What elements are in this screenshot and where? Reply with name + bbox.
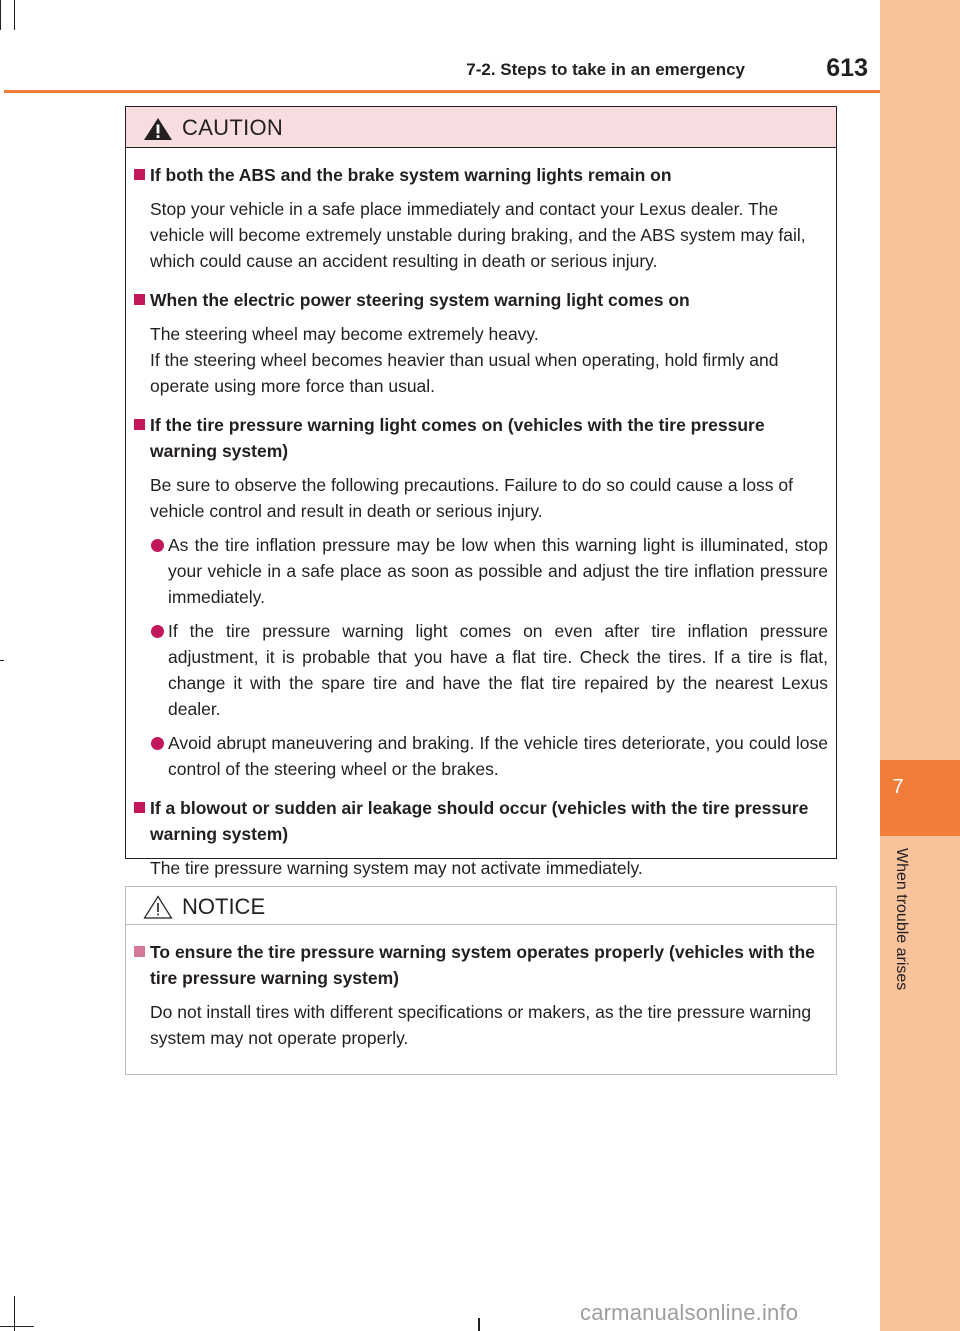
page-number: 613 (826, 54, 868, 82)
caution-item-body: Be sure to observe the following precautions. Failure to do so could cause a loss of vehicle control and result in death or serious injury. (150, 475, 794, 521)
caution-header (126, 107, 836, 148)
caution-item (134, 287, 828, 399)
square-bullet-icon (134, 294, 145, 305)
crop-mark (0, 660, 4, 661)
caution-item (134, 795, 828, 881)
square-bullet-icon (134, 802, 145, 813)
section-title: 7-2. Steps to take in an emergency (466, 60, 745, 79)
square-bullet-icon (134, 419, 145, 430)
notice-item-body: Do not install tires with different specifications or makers, as the tire pressure warning system may not operate properly. (150, 1002, 812, 1048)
caution-item-body: Stop your vehicle in a safe place immediately and contact your Lexus dealer. The vehicle will become extremely unstable during braking, and the ABS system may fail, which could cause an accident resulting in death or serious injury. (150, 199, 806, 271)
bullet-list (134, 532, 828, 782)
crop-mark (478, 1318, 480, 1331)
bullet-item: As the tire inflation pressure may be low when this warning light is illuminated, stop your vehicle in a safe place as soon as possible and adjust the tire inflation pressure immediately. (150, 532, 828, 610)
bullet-item: Avoid abrupt maneuvering and braking. If the vehicle tires deteriorate, you could lose control of the steering wheel or the brakes. (150, 730, 828, 782)
bullet-item: If the tire pressure warning light comes on even after tire inflation pressure adjustment, it is probable that you have a flat tire. Check the tires. If a tire is flat, change it with the spare tire and have the flat tire repaired by the nearest Lexus dealer. (150, 618, 828, 722)
crop-mark (14, 1296, 15, 1331)
caution-box (125, 106, 837, 878)
notice-item (134, 939, 828, 1051)
caution-item (134, 162, 828, 274)
square-bullet-icon (134, 169, 145, 180)
chapter-title: When trouble arises (893, 848, 910, 991)
notice-item-title: To ensure the tire pressure warning system operates properly (vehicles with the tire pressure warning system) (134, 939, 828, 991)
warning-triangle-icon (143, 895, 173, 919)
crop-mark (0, 0, 1, 30)
caution-item-title: If both the ABS and the brake system warning lights remain on (134, 162, 828, 188)
circle-bullet-icon (151, 737, 164, 750)
notice-title: NOTICE (182, 894, 266, 919)
watermark-text: carmanualsonline.info (580, 1300, 799, 1325)
caution-item-title: If a blowout or sudden air leakage should occur (vehicles with the tire pressure warning system) (134, 795, 828, 847)
warning-triangle-icon (143, 117, 173, 141)
circle-bullet-icon (151, 625, 164, 638)
caution-item-title: When the electric power steering system warning light comes on (134, 287, 828, 313)
notice-box (125, 886, 837, 1075)
side-band (880, 0, 960, 1331)
circle-bullet-icon (151, 539, 164, 552)
square-bullet-icon (134, 946, 145, 957)
header-rule (4, 90, 880, 93)
chapter-number: 7 (892, 776, 904, 798)
caution-item-title: If the tire pressure warning light comes on (vehicles with the tire pressure warning system) (134, 412, 828, 464)
caution-item-body: The tire pressure warning system may not activate immediately. (150, 858, 643, 878)
crop-mark (14, 0, 15, 30)
notice-header (126, 887, 836, 925)
caution-title: CAUTION (182, 115, 284, 140)
crop-mark (0, 1326, 34, 1327)
caution-item-body: The steering wheel may become extremely heavy. If the steering wheel becomes heavier than usual when operating, hold firmly and operate using more force than usual. (150, 324, 779, 396)
caution-item (134, 412, 828, 782)
